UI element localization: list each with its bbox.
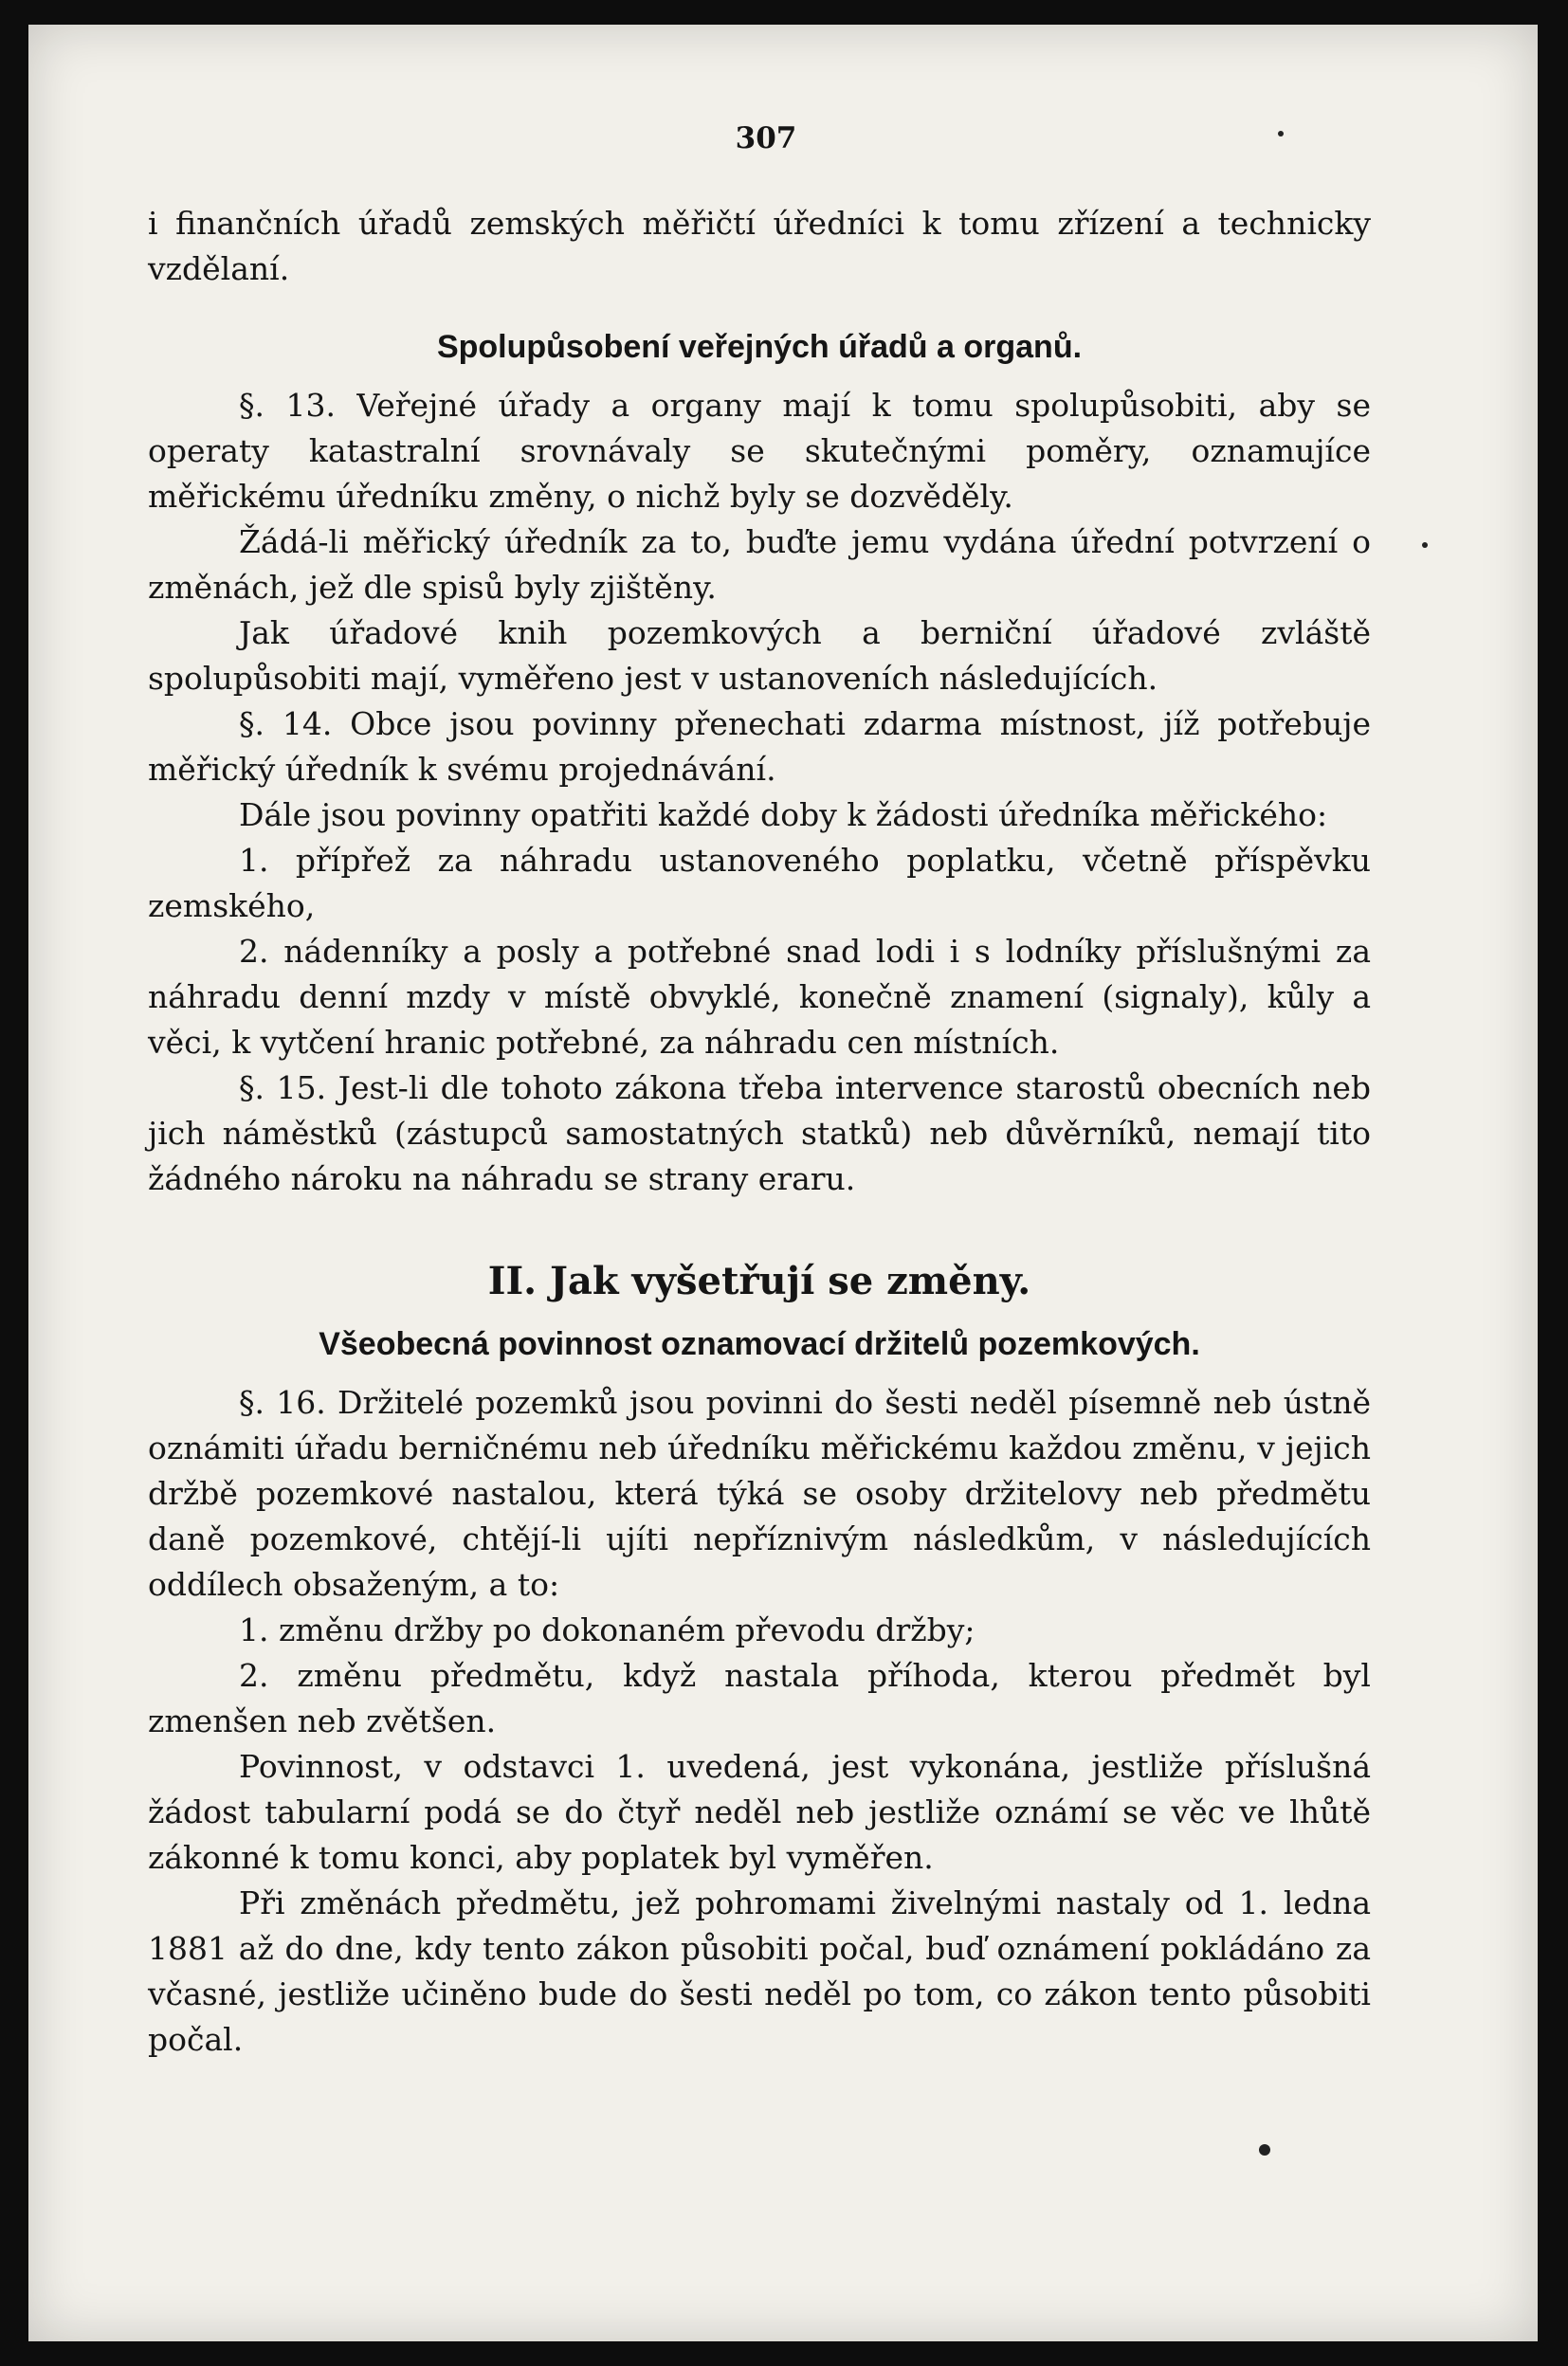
paragraph-section-16: §. 16. Držitelé pozemků jsou povinni do šesti neděl písemně neb ústně oznámiti úřadu berničnému neb úředníku měřickému každou změnu, v jejich držbě pozemkové nastalou, která týká se osoby držitelovy neb předmětu daně pozemkové, chtějí-li ujíti nepříznivým následkům, v následujících oddílech obsaženým, a to: — [148, 1384, 1371, 1603]
paragraph: Žádá-li měřický úředník za to, buďte jemu vydána úřední potvrzení o změnách, jež dle spisů byly zjištěny. — [148, 523, 1371, 606]
paragraph-section-14: §. 14. Obce jsou povinny přenechati zdarma místnost, jíž potřebuje měřický úředník k svému projednávání. — [148, 705, 1371, 788]
ink-speck — [1259, 2144, 1270, 2156]
section-heading-notification: Všeobecná povinnost oznamovací držitelů pozemkových. — [319, 1326, 1200, 1362]
list-item: 1. přípřež za náhradu ustanoveného poplatku, včetně příspěvku zemského, — [148, 842, 1371, 924]
paragraph: i finančních úřadů zemských měřičtí úředníci k tomu zřízení a technicky vzdělaní. — [148, 205, 1371, 287]
ink-speck — [1422, 542, 1428, 548]
paragraph-section-15: §. 15. Jest-li dle tohoto zákona třeba intervence starostů obecních neb jich náměstků (zástupců samostatných statků) neb důvěrníků, nemají tito žádného nároku na náhradu se strany eraru. — [148, 1069, 1371, 1197]
chapter-heading: II. Jak vyšetřují se změny. — [487, 1259, 1031, 1303]
list-item: 2. změnu předmětu, když nastala příhoda, kterou předmět byl zmenšen neb zvětšen. — [148, 1657, 1371, 1739]
paragraph: Dále jsou povinny opatřiti každé doby k žádosti úředníka měřického: — [239, 796, 1328, 833]
list-item: 2. nádenníky a posly a potřebné snad lodi i s lodníky příslušnými za náhradu denní mzdy v místě obvyklé, konečně znamení (signaly), kůly a věci, k vytčení hranic potřebné, za náhradu cen místních. — [148, 933, 1371, 1061]
section-heading-cooperation: Spolupůsobení veřejných úřadů a organů. — [436, 329, 1083, 365]
page-sheet — [28, 25, 1538, 2341]
paragraph: Povinnost, v odstavci 1. uvedená, jest vykonána, jestliže příslušná žádost tabularní podá se do čtyř neděl neb jestliže oznámí se věc ve lhůtě zákonné k tomu konci, aby poplatek byl vyměřen. — [148, 1748, 1371, 1876]
paragraph: Při změnách předmětu, jež pohromami živelnými nastaly od 1. ledna 1881 až do dne, kdy tento zákon působiti počal, buď oznámení pokládáno za včasné, jestliže učiněno bude do šesti neděl po tom, co zákon tento působiti počal. — [148, 1884, 1371, 2058]
paragraph: Jak úřadové knih pozemkových a berniční úřadové zvláště spolupůsobiti mají, vyměřeno jest v ustanoveních následujících. — [148, 614, 1371, 697]
list-item: 1. změnu držby po dokonaném převodu držby; — [239, 1611, 975, 1648]
text-column — [148, 116, 1371, 2063]
page-number: 307 — [735, 121, 797, 155]
paragraph-section-13: §. 13. Veřejné úřady a organy mají k tomu spolupůsobiti, aby se operaty katastralní srovnávaly se skutečnými poměry, oznamujíce měřickému úředníku změny, o nichž byly se dozvěděly. — [148, 387, 1371, 515]
